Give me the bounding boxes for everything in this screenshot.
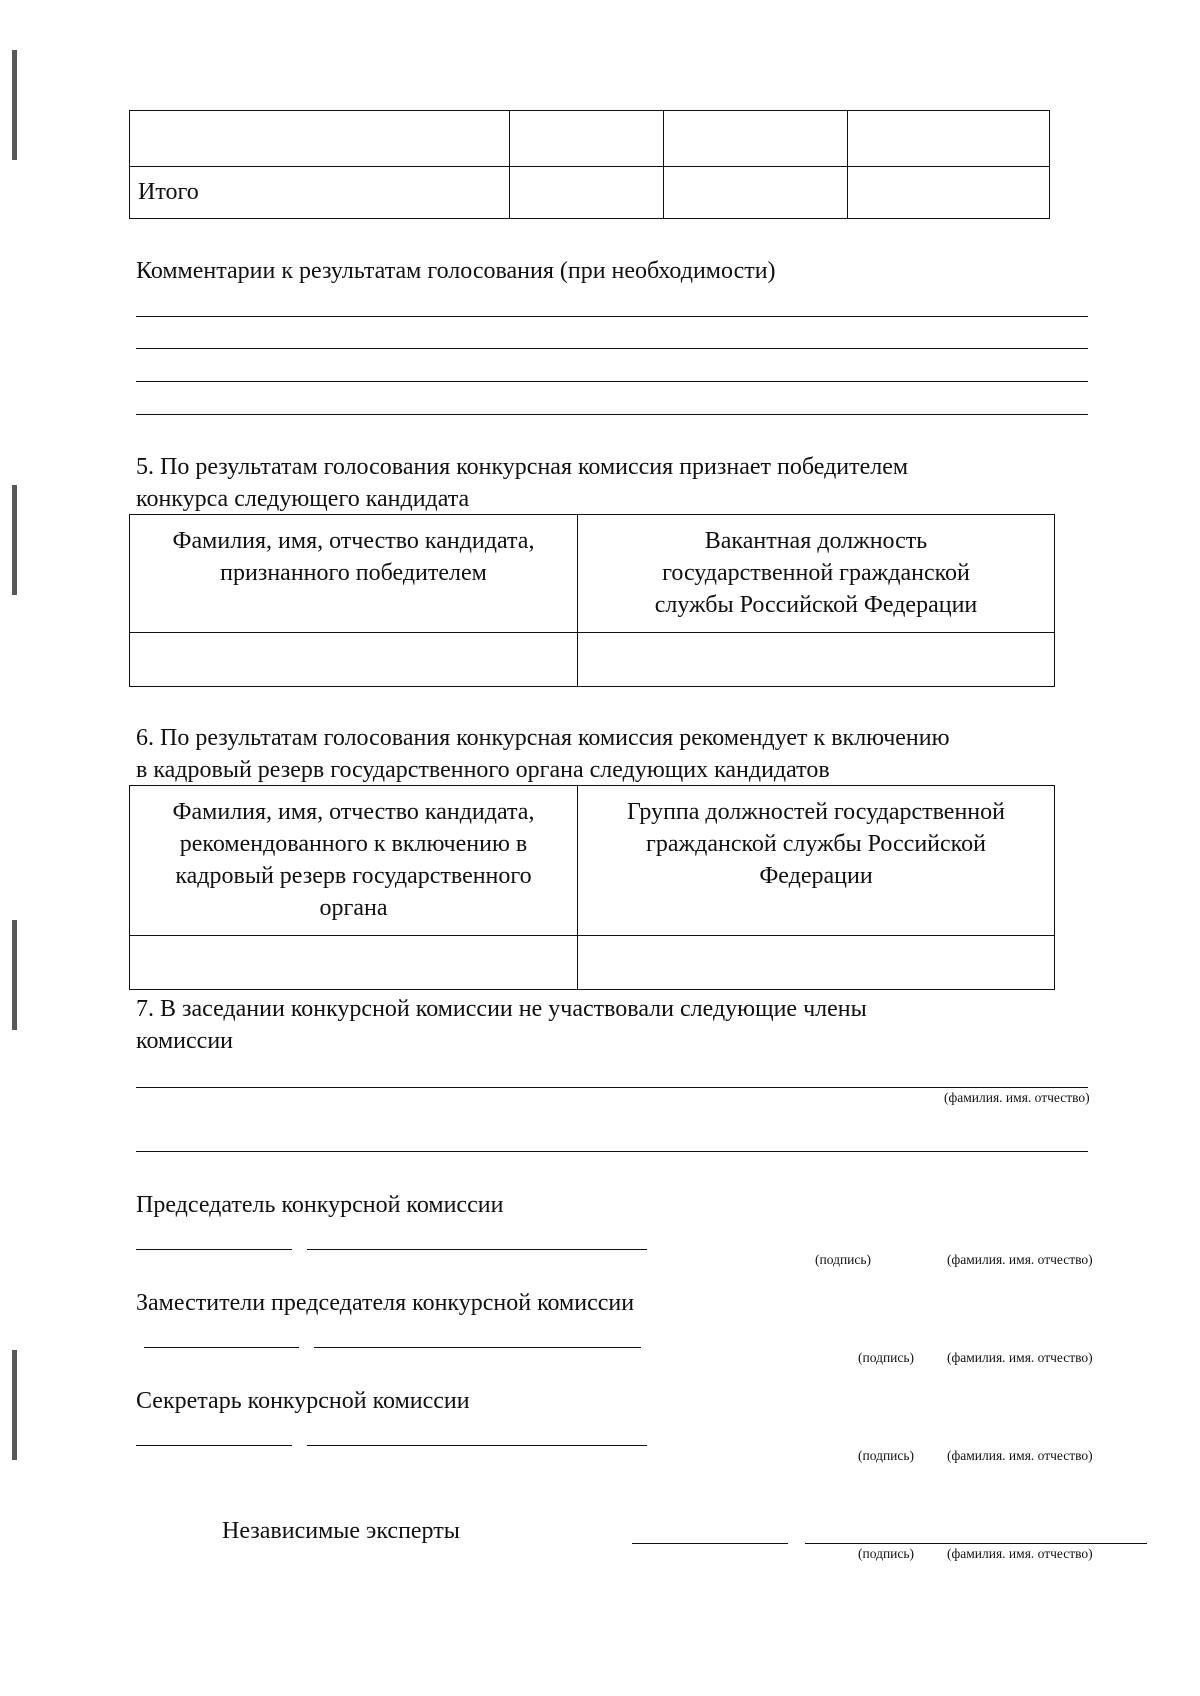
scan-artifact [12,485,17,595]
comment-line [136,316,1088,317]
chairman-name-line [307,1249,647,1250]
section5-text-line1: 5. По результатам голосования конкурсная комиссия признает победителем [136,454,909,480]
experts-name-caption: (фамилия. имя. отчество) [947,1546,1093,1561]
secretary-signature-line [136,1445,292,1446]
winner-name-header: Фамилия, имя, отчество кандидата, признанного победителем [130,515,578,633]
table-header-row [130,786,1055,936]
table-cell [848,167,1050,219]
table-cell [848,111,1050,167]
absent-members-line [136,1087,1088,1088]
experts-label: Независимые эксперты [222,1518,460,1544]
table-row [130,936,1055,990]
table-row [130,111,1050,167]
scan-artifact [12,1350,17,1460]
section5-text-line2: конкурса следующего кандидата [136,486,470,512]
comment-line [136,381,1088,382]
scan-artifact [12,920,17,1030]
reserve-table [129,785,1055,990]
comment-line [136,348,1088,349]
table-cell [664,111,848,167]
table-header-row [130,515,1055,633]
chairman-sign-caption: (подпись) [815,1252,872,1267]
scan-artifact [12,50,17,160]
winner-table [129,514,1055,687]
section7-text-line2: комиссии [136,1028,234,1054]
table-cell [510,111,664,167]
section6-text-line2: в кадровый резерв государственного органа следующих кандидатов [136,757,830,783]
table-cell [578,633,1055,687]
table-cell [130,633,578,687]
deputies-name-line [314,1347,641,1348]
chairman-name-caption: (фамилия. имя. отчество) [947,1252,1093,1267]
experts-name-line [805,1543,1147,1544]
reserve-candidate-header: Фамилия, имя, отчество кандидата, рекомендованного к включению в кадровый резерв государственного органа [130,786,578,936]
deputies-name-caption: (фамилия. имя. отчество) [947,1350,1093,1365]
absent-members-caption: (фамилия. имя. отчество) [944,1090,1090,1105]
absent-members-line [136,1151,1088,1152]
table-cell [510,167,664,219]
deputies-label: Заместители председателя конкурсной комиссии [136,1290,635,1316]
table-cell [130,111,510,167]
comment-line [136,414,1088,415]
secretary-name-line [307,1445,647,1446]
position-group-header: Группа должностей государственной гражданской службы Российской Федерации [578,786,1055,936]
table-cell [578,936,1055,990]
section6-text-line1: 6. По результатам голосования конкурсная комиссия рекомендует к включению [136,725,950,751]
comments-label: Комментарии к результатам голосования (при необходимости) [136,258,776,284]
experts-signature-line [632,1543,788,1544]
deputies-signature-line [144,1347,299,1348]
totals-table [129,110,1050,219]
secretary-label: Секретарь конкурсной комиссии [136,1388,470,1414]
chairman-label: Председатель конкурсной комиссии [136,1192,504,1218]
experts-sign-caption: (подпись) [858,1546,915,1561]
section7-text-line1: 7. В заседании конкурсной комиссии не участвовали следующие члены [136,996,867,1022]
secretary-sign-caption: (подпись) [858,1448,915,1463]
table-cell [130,936,578,990]
table-row [130,633,1055,687]
vacant-position-header: Вакантная должность государственной гражданской службы Российской Федерации [578,515,1055,633]
total-label: Итого [130,167,510,219]
table-cell [664,167,848,219]
chairman-signature-line [136,1249,292,1250]
table-row [130,167,1050,219]
deputies-sign-caption: (подпись) [858,1350,915,1365]
secretary-name-caption: (фамилия. имя. отчество) [947,1448,1093,1463]
